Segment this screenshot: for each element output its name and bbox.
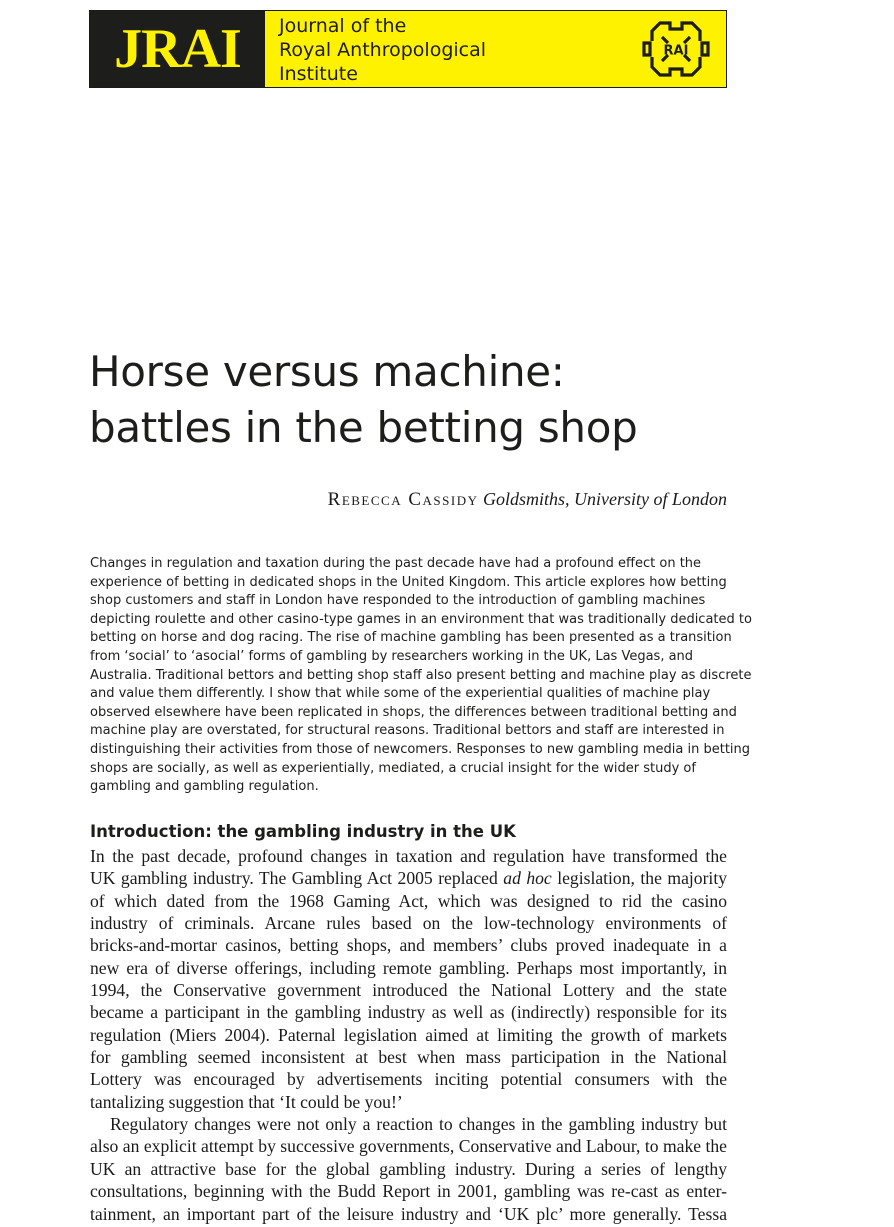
title-line: Horse versus machine: [89, 347, 565, 396]
abstract-line: Australia. Traditional bettors and betting shop staff also present betting and machine play as discrete [90, 667, 752, 683]
journal-name-line: Royal Anthropological [279, 39, 487, 61]
paragraph-line [90, 867, 727, 889]
paragraph-line: consultations, beginning with the Budd Report in 2001, gambling was re-cast as enter- [90, 1181, 727, 1202]
abstract-line: observed elsewhere have been replicated in shops, the differences between traditional betting and [90, 704, 737, 720]
abstract-line: experience of betting in dedicated shops in the United Kingdom. This article explores how betting [90, 574, 727, 590]
paragraph-line: 1994, the Conservative government introduced the National Lottery and the state [90, 980, 727, 1001]
paragraph-line: new era of diverse offerings, including remote gambling. Perhaps most importantly, in [90, 957, 727, 978]
logo-text: JRAI [114, 18, 241, 80]
abstract-line: betting on horse and dog racing. The rise of machine gambling has been presented as a transition [90, 630, 732, 646]
abstract-line: shops are socially, as well as experientially, mediated, a crucial insight for the wider study of [90, 760, 696, 776]
abstract-line: depicting roulette and other casino-type games in an environment that was traditionally dedicated to [90, 611, 752, 627]
section-heading: Introduction: the gambling industry in the UK [90, 822, 516, 841]
abstract-line: and value them differently. I show that while some of the experiential qualities of machine play [90, 686, 711, 702]
paragraph-line: regulation (Miers 2004). Paternal legislation aimed at limiting the growth of markets [90, 1024, 727, 1045]
emblem-text: RAI [663, 43, 689, 59]
paragraph-line: Lottery was encouraged by advertisements inciting potential consumers with the [90, 1069, 727, 1090]
body-text [90, 845, 727, 1225]
abstract-line: from ‘social’ to ‘asocial’ forms of gambling by researchers working in the UK, Las Vegas, and [90, 648, 694, 664]
paragraph-line: industry of criminals. Arcane rules based on the low-technology environments of [90, 913, 727, 934]
paragraph-line: In the past decade, profound changes in taxation and regulation have transformed the [90, 846, 727, 866]
paragraph-line: became a participant in the gambling industry as well as (indirectly) responsible for its [90, 1002, 727, 1023]
italic-text-run: ad hoc [503, 868, 552, 889]
paragraph-line: Regulatory changes were not only a reaction to changes in the gambling industry but [110, 1114, 727, 1135]
abstract [90, 555, 752, 797]
paragraph-line: tainment, an important part of the leisure industry and ‘UK plc’ more generally. Tessa [90, 1203, 727, 1224]
paragraph-line: UK an attractive base for the global gambling industry. During a series of lengthy [90, 1158, 727, 1179]
title-line: battles in the betting shop [89, 403, 638, 452]
author-affiliation: Goldsmiths, University of London [482, 489, 727, 509]
abstract-line: shop customers and staff in London have responded to the introduction of gambling machines [90, 593, 706, 609]
journal-name-line: Journal of the [279, 15, 407, 37]
abstract-line: machine play are overstated, for structural reasons. Traditional bettors and staff are interested in [90, 723, 725, 739]
author-line [328, 489, 727, 511]
paragraph-line: of which dated from the 1968 Gaming Act, which was designed to rid the casino [90, 890, 727, 911]
journal-name [265, 11, 626, 87]
text-run: legislation, the majority [551, 868, 727, 889]
author-name: Rebecca Cassidy [327, 489, 479, 510]
abstract-line: gambling and gambling regulation. [90, 779, 319, 795]
journal-name-line: Institute [279, 63, 358, 85]
text-run: UK gambling industry. The Gambling Act 2005 replaced [90, 868, 504, 889]
abstract-line: Changes in regulation and taxation during the past decade have had a profound effect on the [90, 556, 702, 571]
paragraph-line: also an explicit attempt by successive governments, Conservative and Labour, to make the [90, 1136, 727, 1157]
paragraph-line: bricks-and-mortar casinos, betting shops, and members’ clubs proved inadequate in a [90, 935, 727, 956]
paragraph-line: tantalizing suggestion that ‘It could be you!’ [90, 1091, 403, 1112]
journal-logo [90, 11, 265, 87]
journal-banner [89, 10, 727, 88]
rai-emblem-icon [626, 11, 726, 87]
article-title [89, 344, 729, 456]
rai-emblem-graphic [642, 17, 710, 81]
paragraph-line: for gambling seemed inconsistent at best when mass participation in the National [90, 1047, 727, 1068]
abstract-line: distinguishing their activities from those of newcomers. Responses to new gambling media in betting [90, 741, 751, 757]
